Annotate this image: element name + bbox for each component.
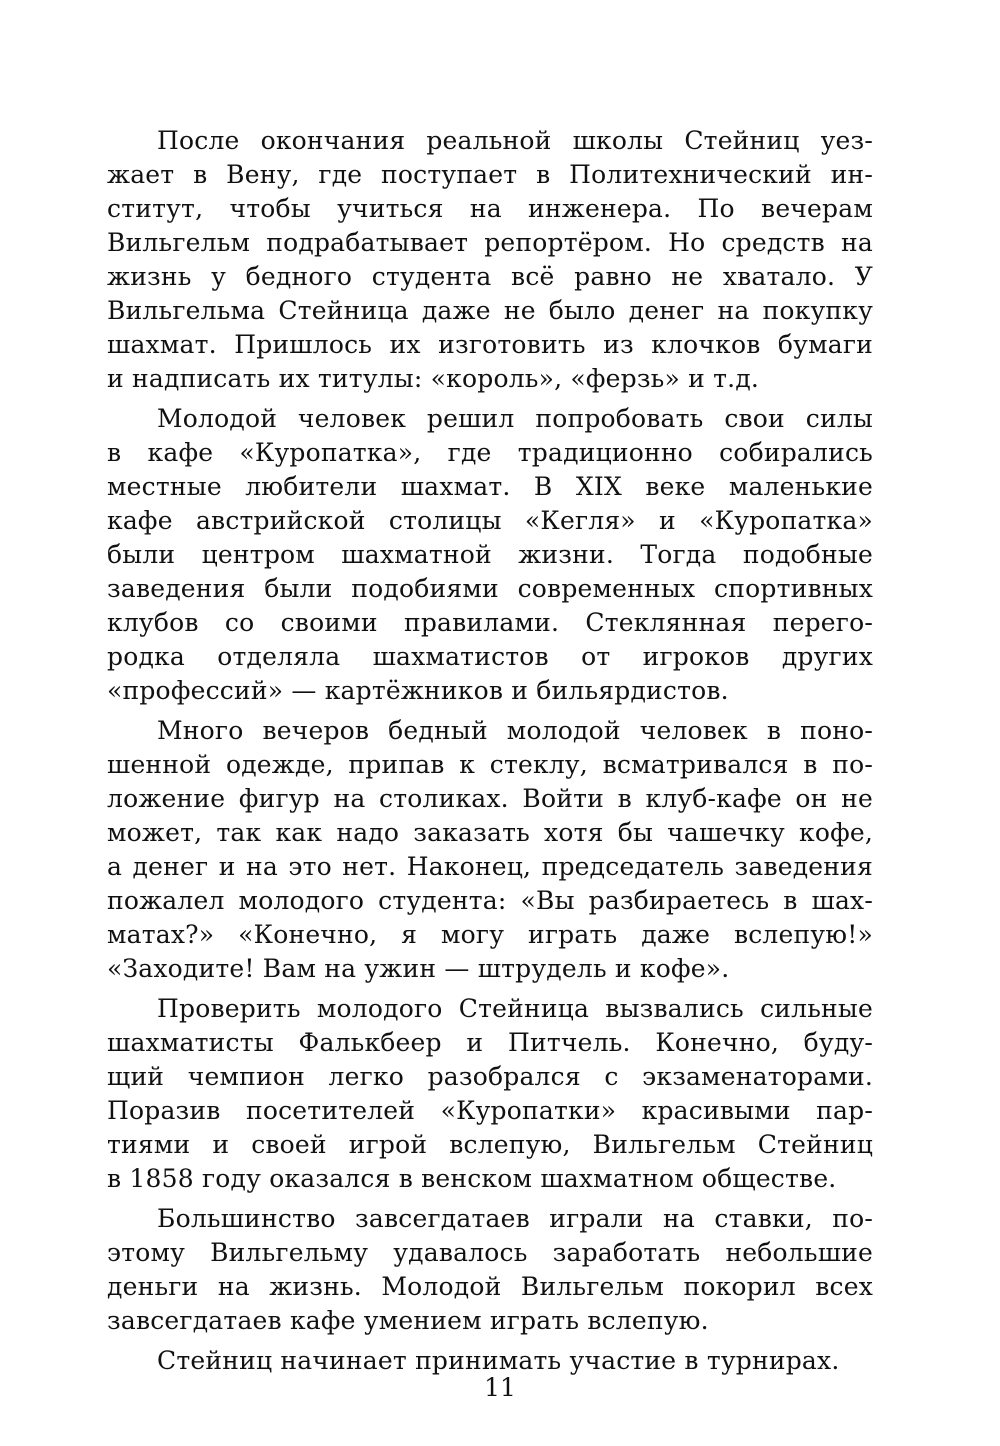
body-text bbox=[107, 124, 873, 1384]
text-line: местные любители шахмат. В XIX веке маленькие bbox=[107, 472, 873, 501]
paragraph-4 bbox=[107, 992, 873, 1196]
paragraph-1 bbox=[107, 124, 873, 396]
text-line: шахматисты Фалькбеер и Питчель. Конечно, буду- bbox=[107, 1028, 873, 1057]
text-line: Стейниц начинает принимать участие в турнирах. bbox=[157, 1346, 840, 1375]
text-line: завсегдатаев кафе умением играть вслепую. bbox=[107, 1306, 709, 1335]
text-line: Молодой человек решил попробовать свои силы bbox=[157, 404, 873, 433]
text-line: в кафе «Куропатка», где традиционно собирались bbox=[107, 438, 873, 467]
text-line: клубов со своими правилами. Стеклянная перего- bbox=[107, 608, 873, 637]
text-line: шахмат. Пришлось их изготовить из клочков бумаги bbox=[107, 330, 873, 359]
text-line: этому Вильгельму удавалось заработать небольшие bbox=[107, 1238, 873, 1267]
text-line: пожалел молодого студента: «Вы разбираетесь в шах- bbox=[107, 886, 873, 915]
text-line: шенной одежде, припав к стеклу, всматривался в по- bbox=[107, 750, 873, 779]
text-line: кафе австрийской столицы «Кегля» и «Куропатка» bbox=[107, 506, 873, 535]
text-line: щий чемпион легко разобрался с экзаменаторами. bbox=[107, 1062, 873, 1091]
text-line: а денег и на это нет. Наконец, председатель заведения bbox=[107, 852, 873, 881]
text-line: Поразив посетителей «Куропатки» красивыми пар- bbox=[107, 1096, 873, 1125]
text-line: После окончания реальной школы Стейниц уез- bbox=[157, 126, 873, 155]
text-line: Проверить молодого Стейница вызвались сильные bbox=[157, 994, 873, 1023]
text-line: может, так как надо заказать хотя бы чашечку кофе, bbox=[107, 818, 873, 847]
text-line: Большинство завсегдатаев играли на ставки, по- bbox=[157, 1204, 873, 1233]
text-line: были центром шахматной жизни. Тогда подобные bbox=[107, 540, 873, 569]
text-line: в 1858 году оказался в венском шахматном обществе. bbox=[107, 1164, 837, 1193]
text-line: и надписать их титулы: «король», «ферзь» и т.д. bbox=[107, 364, 760, 393]
paragraph-5 bbox=[107, 1202, 873, 1338]
text-line: тиями и своей игрой вслепую, Вильгельм Стейниц bbox=[107, 1130, 873, 1159]
text-line: Вильгельм подрабатывает репортёром. Но средств на bbox=[107, 228, 873, 257]
paragraph-3 bbox=[107, 714, 873, 986]
text-line: жизнь у бедного студента всё равно не хватало. У bbox=[107, 262, 873, 291]
text-line: родка отделяла шахматистов от игроков других bbox=[107, 642, 873, 671]
text-line: Много вечеров бедный молодой человек в поно- bbox=[157, 716, 873, 745]
text-line: «профессий» — картёжников и бильярдистов. bbox=[107, 676, 729, 705]
text-line: деньги на жизнь. Молодой Вильгельм покорил всех bbox=[107, 1272, 873, 1301]
text-line: жает в Вену, где поступает в Политехнический ин- bbox=[107, 160, 873, 189]
text-line: Вильгельма Стейница даже не было денег на покупку bbox=[107, 296, 873, 325]
text-line: ложение фигур на столиках. Войти в клуб-кафе он не bbox=[107, 784, 873, 813]
text-line: заведения были подобиями современных спортивных bbox=[107, 574, 873, 603]
paragraph-2 bbox=[107, 402, 873, 708]
text-line: «Заходите! Вам на ужин — штрудель и кофе». bbox=[107, 954, 730, 983]
text-line: матах?» «Конечно, я могу играть даже вслепую!» bbox=[107, 920, 873, 949]
text-line: ститут, чтобы учиться на инженера. По вечерам bbox=[107, 194, 873, 223]
page-number: 11 bbox=[484, 1373, 516, 1402]
